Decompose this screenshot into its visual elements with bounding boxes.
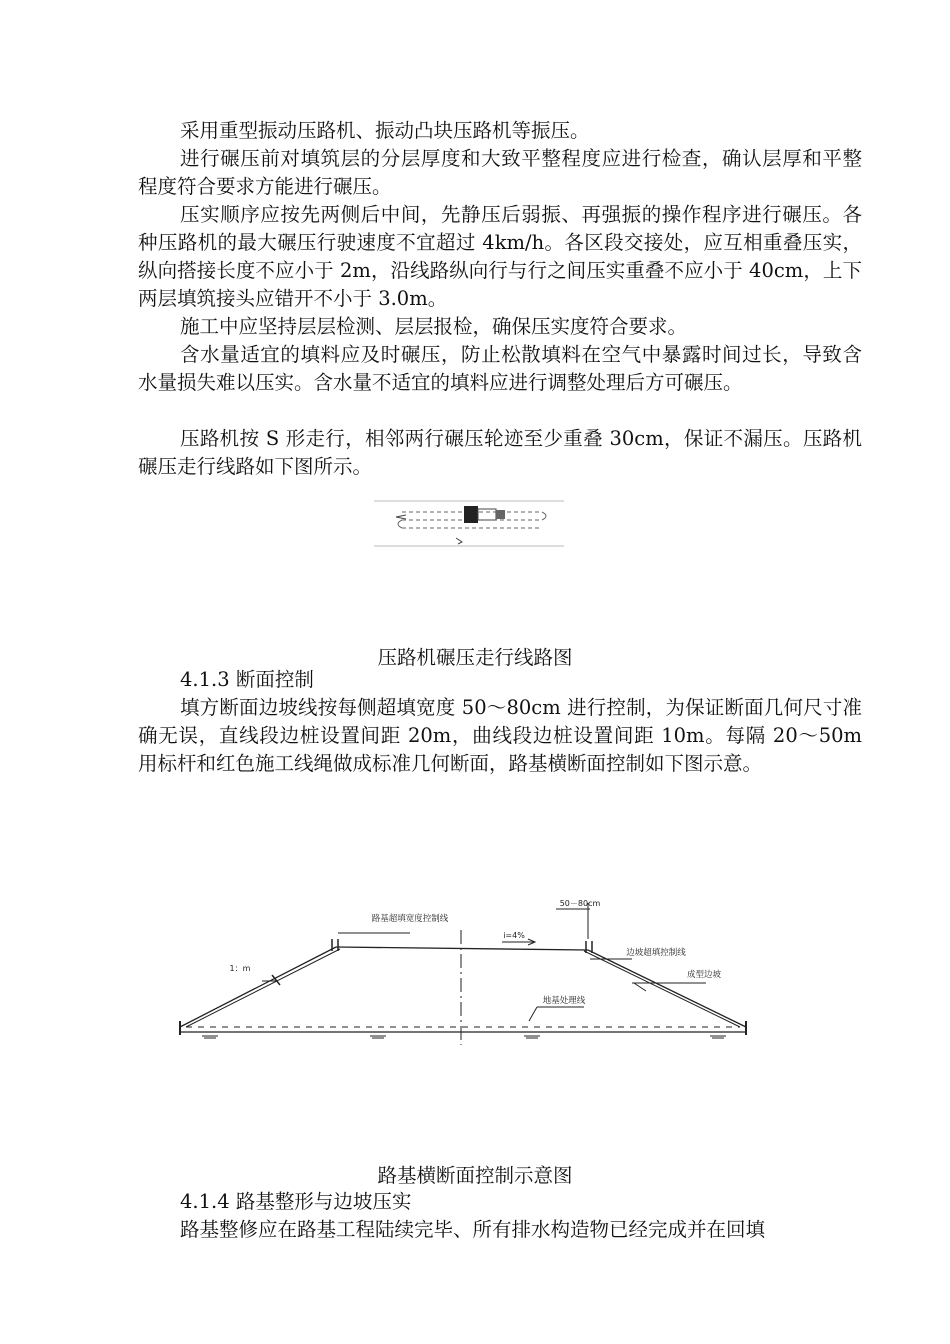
paragraph-moisture-content: 含水量适宜的填料应及时碾压，防止松散填料在空气中暴露时间过长，导致含水量损失难以压实。含水量不适宜的填料应进行调整处理后方可碾压。 (138, 343, 862, 394)
paragraph-vibration-rollers: 采用重型振动压路机、振动凸块压路机等振压。 (180, 119, 590, 142)
paragraph-s-pattern: 压路机按 S 形走行，相邻两行碾压轮迹至少重叠 30cm，保证不漏压。压路机碾压走行线路如下图所示。 (138, 427, 862, 478)
paragraph-inspection: 施工中应坚持层层检测、层层报检，确保压实度符合要求。 (180, 315, 688, 338)
paragraph-compaction-order: 压实顺序应按先两侧后中间，先静压后弱振、再强振的操作程序进行碾压。各种压路机的最大碾压行驶速度不宜超过 4km/h。各区段交接处，应互相重叠压实，纵向搭接长度不应小于 2m，沿线路纵向行与行之间压实重叠不应小于 40cm，上下两层填筑接头应错开不小于 3.0m。 (138, 203, 862, 310)
label-slope-overfill-line: 边坡超填控制线 (626, 948, 686, 958)
paragraph-subgrade-shaping: 路基整修应在路基工程陆续完毕、所有排水构造物已经完成并在回填 (180, 1218, 766, 1241)
paragraph-layer-check: 进行碾压前对填筑层的分层厚度和大致平整程度应进行检查，确认层厚和平整程度符合要求方能进行碾压。 (138, 147, 862, 198)
heading-subgrade-shaping: 4.1.4 路基整形与边坡压实 (180, 1190, 412, 1213)
label-foundation-line: 地基处理线 (542, 996, 586, 1006)
figure1-caption: 压路机碾压走行线路图 (377, 646, 573, 669)
label-overfill-width: 50－80cm (559, 899, 601, 908)
label-crossfall: i=4% (503, 931, 525, 940)
label-formed-slope: 成型边坡 (686, 970, 722, 980)
heading-section-control: 4.1.3 断面控制 (180, 668, 314, 691)
paragraph-section-control: 填方断面边坡线按每侧超填宽度 50～80cm 进行控制，为保证断面几何尺寸准确无误，直线段边桩设置间距 20m，曲线段边桩设置间距 10m。每隔 20～50m 用标杆和红色施工线绳做成标准几何断面，路基横断面控制如下图示意。 (138, 696, 862, 775)
label-slope-ratio: 1：m (229, 964, 251, 973)
figure2-caption: 路基横断面控制示意图 (377, 1164, 573, 1187)
roller-icon (464, 506, 478, 523)
roller-path-diagram (372, 498, 566, 550)
label-overfill-width-line: 路基超填宽度控制线 (371, 914, 449, 924)
cross-section-diagram (172, 895, 762, 1050)
